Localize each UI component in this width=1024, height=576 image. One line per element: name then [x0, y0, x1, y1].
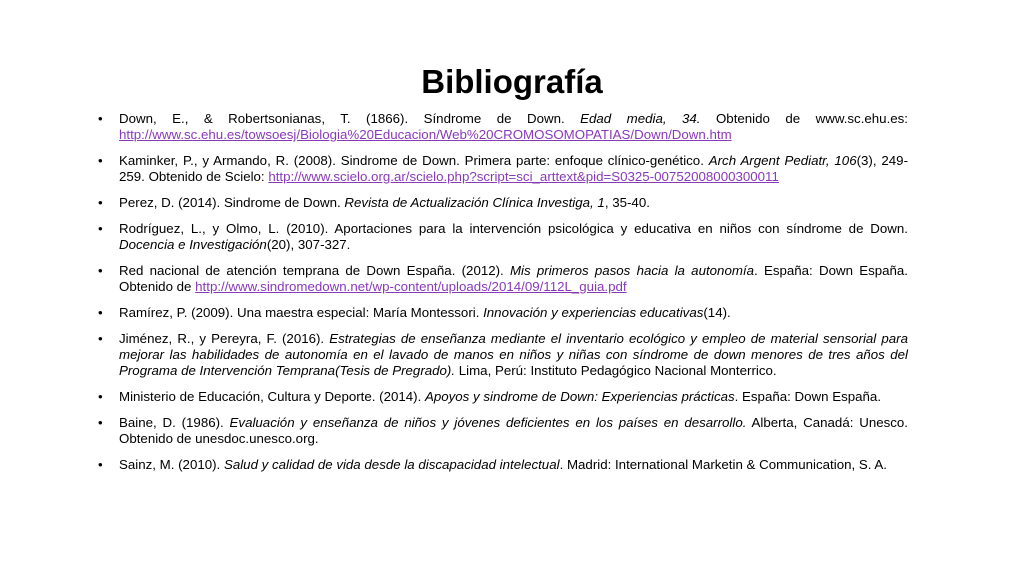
- reference-italic: Estrategias de enseñanza mediante el inventario ecológico y empleo de material sensorial para mejorar las habilidades de autonomía en el lavado de manos en niños y niñas con síndrome de down menores de tres años del Programa de Intervención Temprana(Tesis de Pregrado).: [119, 331, 908, 378]
- reference-text: Alberta, Canadá: Unesco. Obtenido de unesdoc.unesco.org.: [119, 415, 908, 446]
- reference-text: . España: Down España. Obtenido de: [119, 263, 908, 294]
- reference-item: [98, 305, 908, 321]
- reference-link[interactable]: http://www.sc.ehu.es/towsoesj/Biologia%20Educacion/Web%20CROMOSOMOPATIAS/Down/Down.htm: [119, 127, 732, 142]
- reference-item: [98, 153, 908, 185]
- reference-text: Down, E., & Robertsonianas, T. (1866). Síndrome de Down.: [119, 111, 581, 126]
- reference-item: [98, 457, 908, 473]
- reference-text: Baine, D. (1986).: [119, 415, 230, 430]
- reference-text: Kaminker, P., y Armando, R. (2008). Sindrome de Down. Primera parte: enfoque clínico-genético.: [119, 153, 709, 168]
- reference-text: Obtenido de www.sc.ehu.es:: [700, 111, 909, 126]
- reference-item: [98, 389, 908, 405]
- reference-text: (20), 307-327.: [266, 237, 351, 252]
- reference-text: Rodríguez, L., y Olmo, L. (2010). Aportaciones para la intervención psicológica y educativa en niños con síndrome de Down.: [119, 221, 908, 236]
- reference-text: (14).: [703, 305, 731, 320]
- reference-text: Lima, Perú: Instituto Pedagógico Nacional Monterrico.: [455, 363, 777, 378]
- reference-italic: Innovación y experiencias educativas: [483, 305, 704, 320]
- reference-text: . España: Down España.: [734, 389, 882, 404]
- slide-title: Bibliografía: [421, 63, 603, 100]
- reference-text: Red nacional de atención temprana de Down España. (2012).: [119, 263, 510, 278]
- reference-italic: Revista de Actualización Clínica Investiga, 1: [344, 195, 605, 210]
- reference-text: Ministerio de Educación, Cultura y Deporte. (2014).: [119, 389, 425, 404]
- reference-italic: Arch Argent Pediatr, 106: [708, 153, 857, 168]
- reference-text: (3), 249-259. Obtenido de Scielo:: [119, 153, 908, 184]
- reference-italic: Mis primeros pasos hacia la autonomía: [509, 263, 755, 278]
- bibliography-list: [98, 111, 908, 483]
- reference-text: , 35-40.: [604, 195, 650, 210]
- reference-italic: Evaluación y enseñanza de niños y jóvenes deficientes en los países en desarrollo.: [229, 415, 747, 430]
- reference-item: [98, 111, 908, 143]
- reference-link[interactable]: http://www.sindromedown.net/wp-content/uploads/2014/09/112L_guia.pdf: [195, 279, 627, 294]
- reference-italic: Salud y calidad de vida desde la discapacidad intelectual: [223, 457, 560, 472]
- reference-item: [98, 195, 908, 211]
- reference-item: [98, 263, 908, 295]
- reference-text: Sainz, M. (2010).: [119, 457, 224, 472]
- reference-item: [98, 331, 908, 379]
- reference-text: . Madrid: International Marketin & Communication, S. A.: [559, 457, 887, 472]
- reference-item: [98, 415, 908, 447]
- reference-text: Jiménez, R., y Pereyra, F. (2016).: [119, 331, 330, 346]
- reference-link[interactable]: http://www.scielo.org.ar/scielo.php?script=sci_arttext&pid=S0325-00752008000300011: [268, 169, 779, 184]
- reference-italic: Docencia e Investigación: [119, 237, 267, 252]
- reference-text: Ramírez, P. (2009). Una maestra especial: María Montessori.: [119, 305, 484, 320]
- reference-italic: Edad media, 34.: [580, 111, 701, 126]
- reference-italic: Apoyos y sindrome de Down: Experiencias prácticas: [424, 389, 735, 404]
- reference-item: [98, 221, 908, 253]
- reference-text: Perez, D. (2014). Sindrome de Down.: [119, 195, 345, 210]
